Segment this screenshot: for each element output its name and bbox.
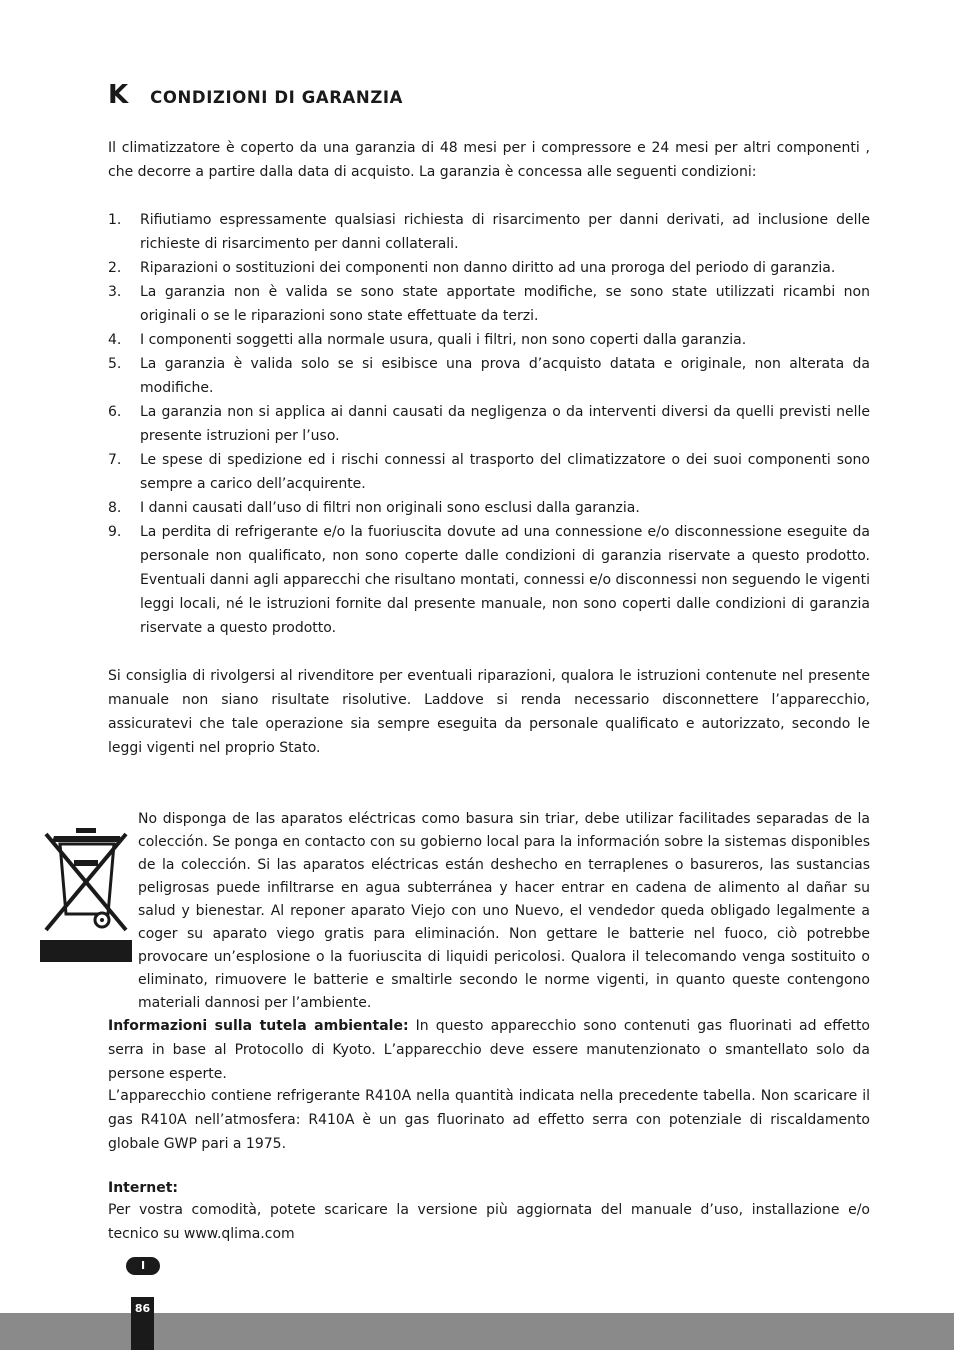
language-badge: I — [126, 1257, 160, 1275]
item-number: 1. — [108, 212, 122, 228]
crossed-out-wheelie-bin-icon — [40, 826, 132, 964]
environment-paragraph — [108, 1014, 870, 1086]
list-item — [108, 256, 870, 280]
item-number: 6. — [108, 404, 122, 420]
item-text: Rifiutiamo espressamente qualsiasi richiesta di risarcimento per danni derivati, ad inclusione delle richieste di risarcimento per danni collaterali. — [140, 212, 870, 252]
refrigerant-paragraph: L’apparecchio contiene refrigerante R410A nella quantità indicata nella precedente tabella. Non scaricare il gas R410A nell’atmosfera: R410A è un gas fluorinato ad effetto serra con potenziale di riscaldamento globale GWP pari a 1975. — [108, 1088, 870, 1152]
item-number: 3. — [108, 284, 122, 300]
item-number: 7. — [108, 452, 122, 468]
section-heading — [108, 80, 403, 110]
item-text: La perdita di refrigerante e/o la fuoriuscita dovute ad una connessione e/o disconnessione eseguite da personale non qualificato, non sono coperte dalle condizioni di garanzia riservate a questo prodotto. Eventuali danni agli apparecchi che risultano montati, connessi e/o disconnessi non seguendo le vigenti leggi locali, né le istruzioni fornite dal presente manuale, non sono coperti dalle condizioni di garanzia riservate a questo prodotto. — [140, 524, 870, 636]
section-letter: K — [108, 80, 129, 110]
item-number: 9. — [108, 524, 122, 540]
list-item — [108, 208, 870, 256]
item-text: I danni causati dall’uso di filtri non originali sono esclusi dalla garanzia. — [140, 500, 640, 516]
item-text: La garanzia non si applica ai danni causati da negligenza o da interventi diversi da quelli previsti nelle presente istruzioni per l’uso. — [140, 404, 870, 444]
internet-paragraph: Per vostra comodità, potete scaricare la versione più aggiornata del manuale d’uso, installazione e/o tecnico su www.qlima.com — [108, 1202, 870, 1242]
list-item — [108, 400, 870, 448]
warranty-conditions-list — [108, 208, 870, 640]
item-text: La garanzia non è valida se sono state apportate modifiche, se sono state utilizzati ricambi non originali o se le riparazioni sono state effettuate da terzi. — [140, 284, 870, 324]
advice-paragraph: Si consiglia di rivolgersi al rivenditore per eventuali riparazioni, qualora le istruzioni contenute nel presente manuale non siano risultate risolutive. Laddove si renda necessario disconnettere l’apparecchio, assicuratevi che tale operazione sia sempre eseguita da personale qualificato e autorizzato, secondo le leggi vigenti nel proprio Stato. — [108, 668, 870, 756]
list-item — [108, 280, 870, 328]
item-text: Riparazioni o sostituzioni dei componenti non danno diritto ad una proroga del periodo di garanzia. — [140, 260, 836, 276]
item-text: La garanzia è valida solo se si esibisce una prova d’acquisto datata e originale, non alterata da modifiche. — [140, 356, 870, 396]
list-item — [108, 352, 870, 400]
item-number: 2. — [108, 260, 122, 276]
internet-label: Internet: — [108, 1180, 179, 1196]
disposal-paragraph: No disponga de las aparatos eléctricas como basura sin triar, debe utilizar facilitades separadas de la colección. Se ponga en contacto con su gobierno local para la información sobre la sistemas disponibles de la colección. Si las aparatos eléctricas están deshecho en terraplenes o basureros, las sustancias peligrosas puede infiltrarse en agua subterránea y hacer entrar en cadena de alimento al dañar su salud y bienestar. Al reponer aparato Viejo con uno Nuevo, el vendedor queda obligado legalmente a coger su aparato viego gratis para eliminación. Non gettare le batterie nel fuoco, ciò potrebbe provocare un’esplosione o la fuoriuscita di liquidi pericolosi. Qualora il telecomando venga sostituito o eliminato, rimuovere le batterie e smaltirle secondo le norme vigenti, in quanto queste contengono materiali dannosi per l’ambiente. — [138, 811, 870, 1011]
list-item — [108, 328, 870, 352]
intro-paragraph: Il climatizzatore è coperto da una garanzia di 48 mesi per i compressore e 24 mesi per altri componenti , che decorre a partire dalla data di acquisto. La garanzia è concessa alle seguenti condizioni: — [108, 140, 870, 180]
list-item — [108, 520, 870, 640]
list-item — [108, 448, 870, 496]
list-item — [108, 496, 870, 520]
item-text: Le spese di spedizione ed i rischi connessi al trasporto del climatizzatore o dei suoi componenti sono sempre a carico dell’acquirente. — [140, 452, 870, 492]
item-number: 4. — [108, 332, 122, 348]
item-number: 8. — [108, 500, 122, 516]
page-number: 86 — [131, 1297, 154, 1350]
item-text: I componenti soggetti alla normale usura, quali i filtri, non sono coperti dalla garanzia. — [140, 332, 747, 348]
section-title: CONDIZIONI DI GARANZIA — [150, 88, 404, 107]
environment-text: In questo apparecchio sono contenuti gas fluorinati ad effetto serra in base al Protocollo di Kyoto. L’apparecchio deve essere manutenzionato o smantellato solo da persone esperte. — [108, 1018, 870, 1082]
environment-label: Informazioni sulla tutela ambientale: — [108, 1018, 409, 1034]
item-number: 5. — [108, 356, 122, 372]
